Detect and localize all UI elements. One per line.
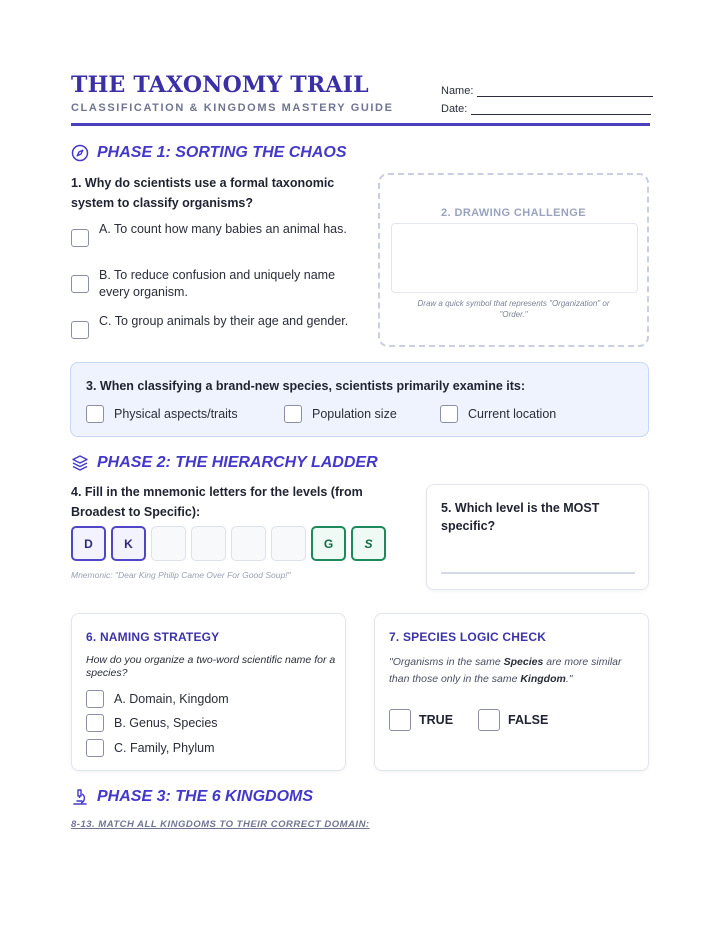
name-label: Name: [441, 85, 474, 97]
checkbox[interactable] [86, 714, 104, 732]
q3-option-population[interactable] [284, 405, 397, 423]
tile-genus: G [311, 526, 346, 561]
tile-species: S [351, 526, 386, 561]
question-5-card [426, 484, 649, 590]
date-field[interactable] [441, 103, 651, 115]
tile-domain: D [71, 526, 106, 561]
phase2-title: PHASE 2: THE HIERARCHY LADDER [97, 454, 378, 471]
q1-option-a[interactable] [71, 221, 351, 247]
q3-option-location[interactable] [440, 405, 556, 423]
q6-option-a[interactable] [86, 690, 229, 708]
option-label: Population size [312, 406, 397, 421]
checkbox[interactable] [86, 405, 104, 423]
false-option[interactable] [478, 709, 548, 731]
header-divider [71, 123, 650, 126]
drawing-challenge-title: 2. DRAWING CHALLENGE [441, 207, 586, 219]
tile-kingdom: K [111, 526, 146, 561]
phase3-heading [71, 788, 313, 806]
question-3 [70, 362, 649, 437]
question-7-title: 7. SPECIES LOGIC CHECK [389, 630, 547, 644]
false-label: FALSE [508, 713, 549, 727]
phase1-heading [71, 144, 347, 162]
question-1-text: 1. Why do scientists use a formal taxonomic system to classify organisms? [71, 176, 335, 210]
option-label: A. Domain, Kingdom [114, 691, 229, 706]
tile-blank[interactable] [271, 526, 306, 561]
drawing-challenge-box [378, 173, 649, 347]
question-6-text: How do you organize a two-word scientific name for a species? [86, 654, 336, 679]
phase3-title: PHASE 3: THE 6 KINGDOMS [97, 788, 314, 805]
option-label: B. To reduce confusion and uniquely name every organism. [99, 268, 336, 299]
option-label: C. Family, Phylum [114, 740, 215, 755]
option-label: C. To group animals by their age and gender. [99, 314, 349, 328]
question-4-text: 4. Fill in the mnemonic letters for the levels (from Broadest to Specific): [71, 485, 363, 519]
drawing-area[interactable] [391, 223, 638, 293]
mnemonic-tiles [71, 526, 386, 561]
question-3-text: 3. When classifying a brand-new species, scientists primarily examine its: [86, 379, 526, 393]
checkbox[interactable] [86, 739, 104, 757]
tile-blank[interactable] [151, 526, 186, 561]
answer-field[interactable] [441, 544, 635, 574]
option-label: B. Genus, Species [114, 715, 218, 730]
name-field[interactable] [441, 85, 653, 97]
checkbox[interactable] [71, 321, 89, 339]
question-1 [71, 173, 361, 328]
checkbox[interactable] [71, 229, 89, 247]
question-7-card [374, 613, 649, 771]
date-label: Date: [441, 103, 468, 115]
checkbox[interactable] [478, 709, 500, 731]
question-7-statement: "Organisms in the same Species are more similar than those only in the same Kingdom." [389, 656, 622, 685]
tile-blank[interactable] [191, 526, 226, 561]
q1-option-c[interactable] [71, 313, 351, 339]
q1-option-b[interactable] [71, 267, 351, 301]
true-option[interactable] [389, 709, 453, 731]
page-subtitle: CLASSIFICATION & KINGDOMS MASTERY GUIDE [71, 102, 394, 114]
mnemonic-hint: Mnemonic: "Dear King Philip Came Over For Good Soup!" [71, 570, 291, 580]
q6-option-b[interactable] [86, 714, 218, 732]
phase2-heading [71, 454, 378, 472]
q3-option-traits[interactable] [86, 405, 238, 423]
matching-instruction: 8-13. MATCH ALL KINGDOMS TO THEIR CORRECT DOMAIN: [71, 819, 370, 830]
question-6-title: 6. NAMING STRATEGY [86, 630, 220, 644]
compass-icon [71, 144, 89, 162]
checkbox[interactable] [440, 405, 458, 423]
drawing-note: Draw a quick symbol that represents "Organization" or "Order." [417, 299, 610, 319]
microscope-icon [71, 788, 89, 806]
option-label: A. To count how many babies an animal has. [99, 222, 347, 236]
question-6-card [71, 613, 346, 771]
tile-blank[interactable] [231, 526, 266, 561]
layers-icon [71, 454, 89, 472]
checkbox[interactable] [389, 709, 411, 731]
question-5-text: 5. Which level is the MOST specific? [441, 501, 600, 533]
name-line[interactable] [477, 96, 653, 97]
page-title: THE TAXONOMY TRAIL [71, 72, 369, 98]
checkbox[interactable] [86, 690, 104, 708]
checkbox[interactable] [284, 405, 302, 423]
true-label: TRUE [419, 713, 454, 727]
option-label: Current location [468, 406, 557, 421]
date-line[interactable] [471, 114, 651, 115]
q6-option-c[interactable] [86, 739, 214, 757]
option-label: Physical aspects/traits [114, 406, 238, 421]
phase1-title: PHASE 1: SORTING THE CHAOS [97, 144, 347, 161]
checkbox[interactable] [71, 275, 89, 293]
